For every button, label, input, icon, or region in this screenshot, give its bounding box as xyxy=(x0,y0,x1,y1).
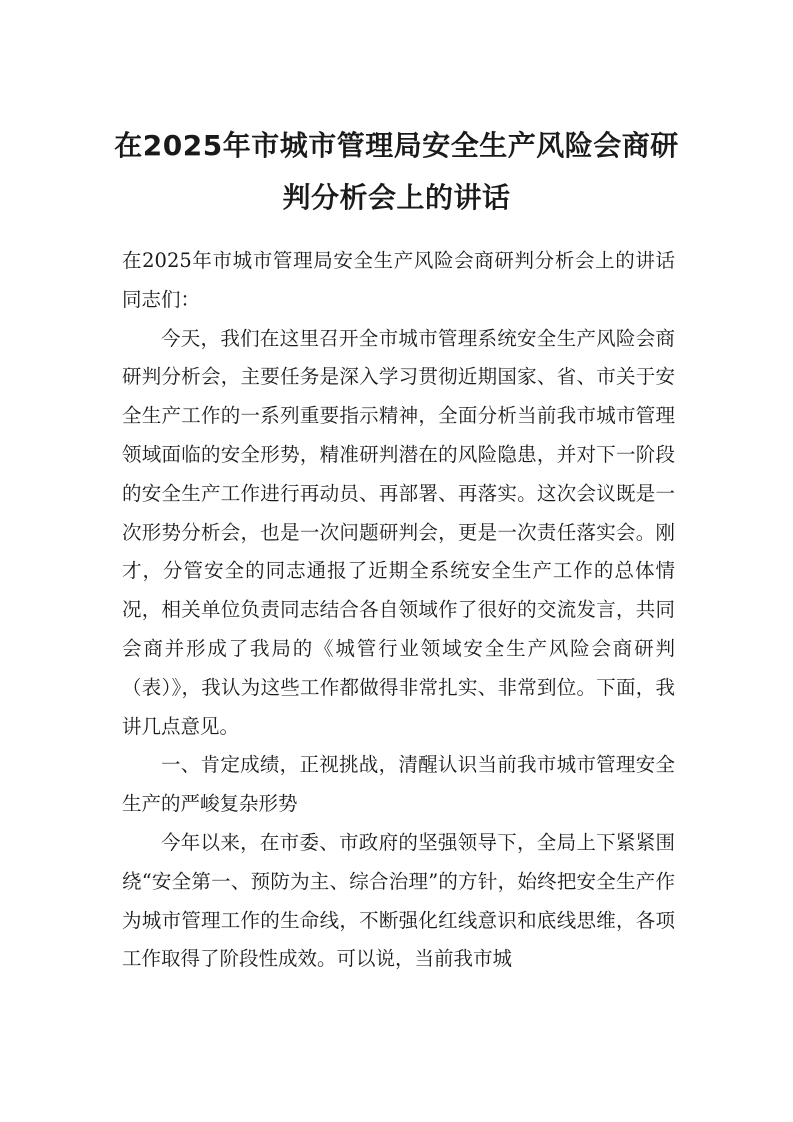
section-heading-one: 一、肯定成绩，正视挑战，清醒认识当前我市城市管理安全生产的严峻复杂形势 xyxy=(122,753,675,816)
salutation-paragraph: 在2025年市城市管理局安全生产风险会商研判分析会上的讲话同志们： xyxy=(122,249,675,311)
body-paragraph-section-one: 今年以来，在市委、市政府的坚强领导下，全局上下紧紧围绕“安全第一、预防为主、综合治理”的方针，始终把安全生产作为城市管理工作的生命线，不断强化红线意识和底线思维，各项工作取得了阶段性成效。可以说，当前我市城 xyxy=(122,830,675,971)
document-title: 在2025年市城市管理局安全生产风险会商研判分析会上的讲话 xyxy=(114,129,679,214)
document-body xyxy=(122,242,675,979)
body-paragraph-intro: 今天，我们在这里召开全市城市管理系统安全生产风险会商研判分析会，主要任务是深入学习贯彻近期国家、省、市关于安全生产工作的一系列重要指示精神，全面分析当前我市城市管理领域面临的安全形势，精准研判潜在的风险隐患，并对下一阶段的安全生产工作进行再动员、再部署、再落实。这次会议既是一次形势分析会，也是一次问题研判会，更是一次责任落实会。刚才，分管安全的同志通报了近期全系统安全生产工作的总体情况，相关单位负责同志结合各自领域作了很好的交流发言，共同会商并形成了我局的《城管行业领域安全生产风险会商研判（表）》，我认为这些工作都做得非常扎实、非常到位。下面，我讲几点意见。 xyxy=(122,326,675,738)
